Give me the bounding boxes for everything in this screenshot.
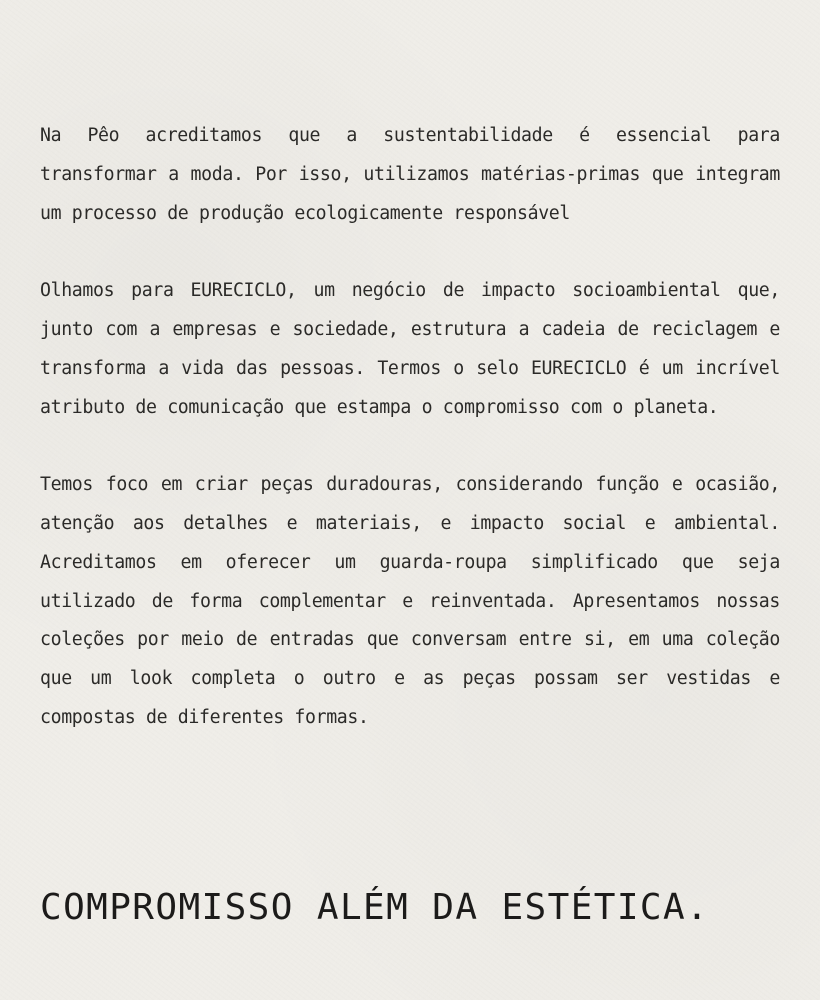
paragraph-eureciclo: Olhamos para EURECICLO, um negócio de impacto socioambiental que, junto com a empresas e sociedade, estrutura a cadeia de reciclagem e transforma a vida das pessoas. Termos o selo EURECICLO é um incrível atributo de comunicação que estampa o compromisso com o planeta.: [40, 280, 780, 418]
paragraph-sustainability: Na Pêo acreditamos que a sustentabilidade é essencial para transformar a moda. Por isso, utilizamos matérias-primas que integram um processo de produção ecologicamente responsável: [40, 125, 780, 224]
headline: COMPROMISSO ALÉM DA ESTÉTICA.: [40, 887, 710, 928]
body-text: [40, 117, 780, 738]
paragraph-durable-pieces: Temos foco em criar peças duradouras, considerando função e ocasião, atenção aos detalhes e materiais, e impacto social e ambiental. Acreditamos em oferecer um guarda-roupa simplificado que seja utilizado de forma complementar e reinventada. Apresentamos nossas coleções por meio de entradas que conversam entre si, em uma coleção que um look completa o outro e as peças possam ser vestidas e compostas de diferentes formas.: [40, 474, 780, 728]
